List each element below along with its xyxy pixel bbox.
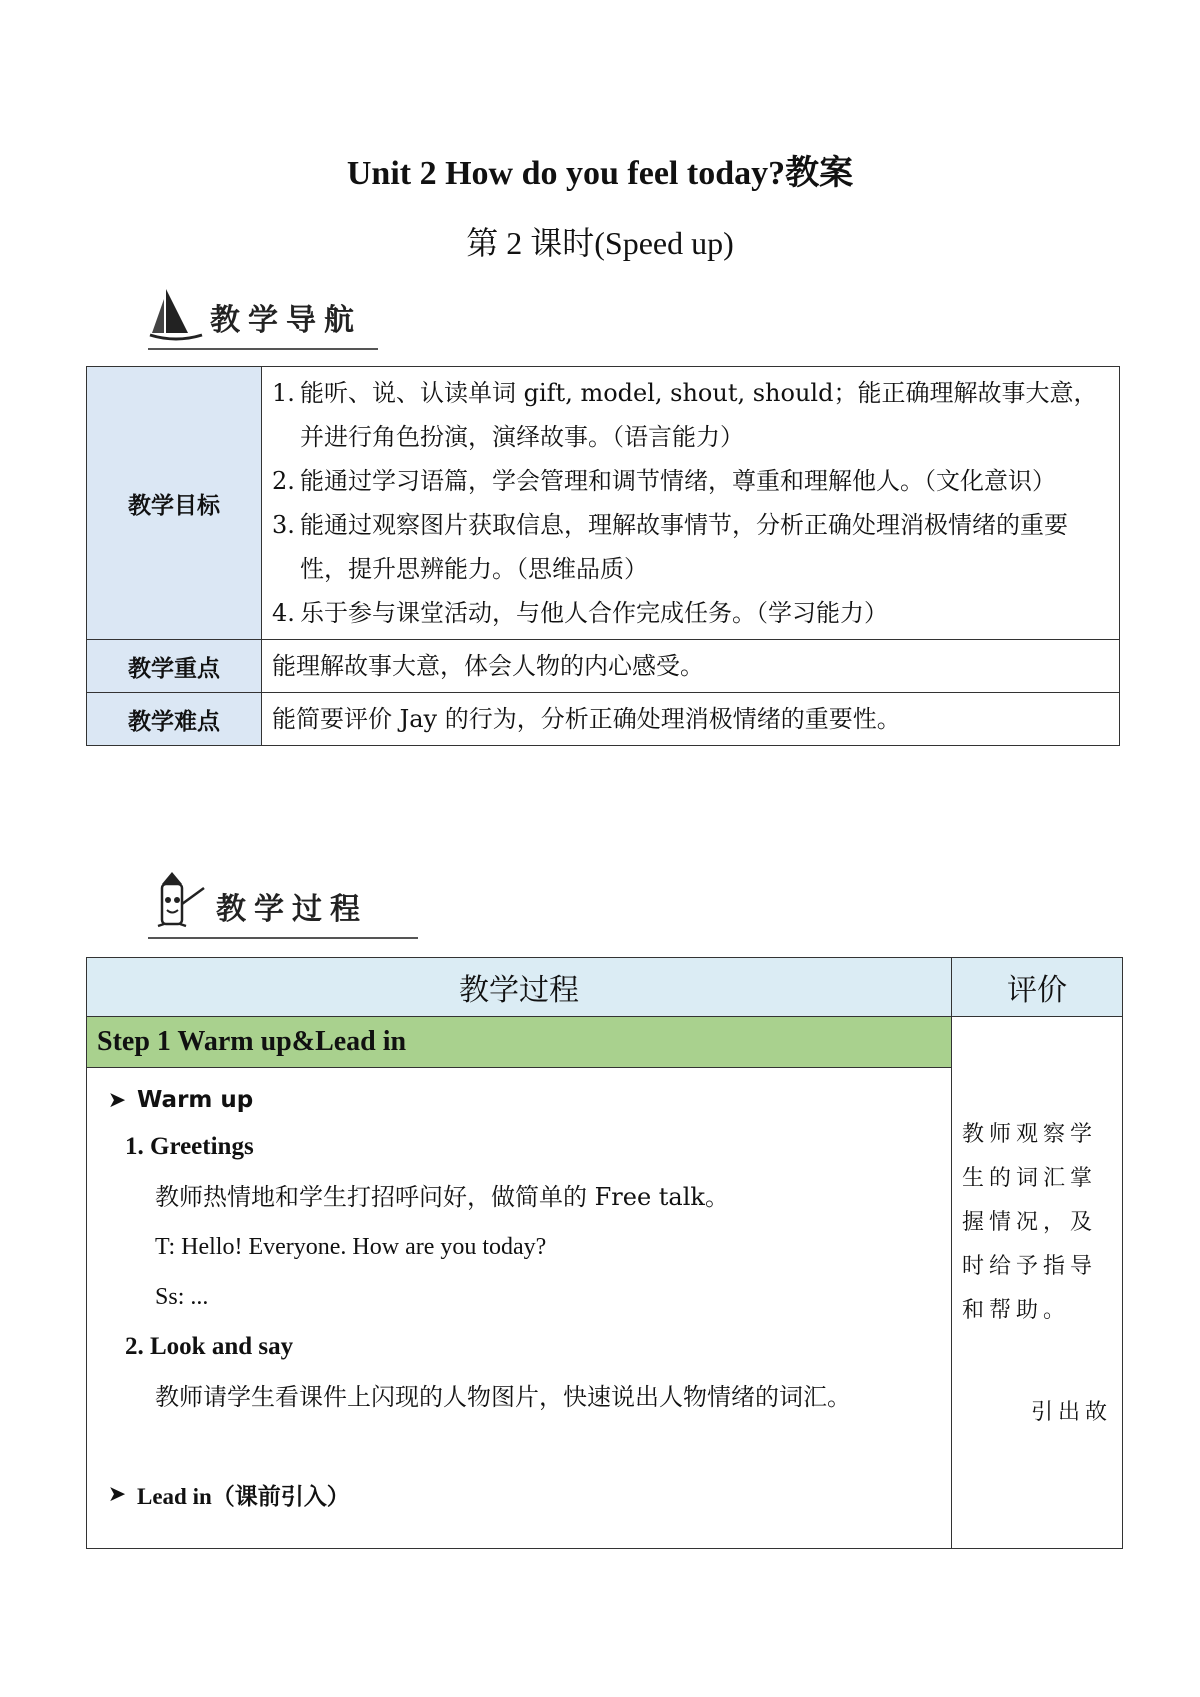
evaluation-text-continued: 引出故 (1030, 1400, 1112, 1425)
greetings-title: 1. Greetings (125, 1133, 254, 1160)
step-title: Step 1 Warm up&Lead in (87, 1017, 952, 1068)
greetings-line: 教师热情地和学生打招呼问好，做简单的 Free talk。 (155, 1183, 729, 1211)
difficulties-cell: 能简要评价 Jay 的行为，分析正确处理消极情绪的重要性。 (262, 693, 1120, 746)
goal-text: 能通过学习语篇，学会管理和调节情绪，尊重和理解他人。（文化意识） (300, 467, 1056, 495)
bullet-item (97, 1472, 941, 1516)
difficulties-header: 教学难点 (87, 693, 262, 746)
greetings-line: Ss: ... (155, 1284, 209, 1310)
step-content (87, 1068, 952, 1549)
page-subtitle: 第 2 课时(Speed up) (466, 225, 734, 261)
arrow-bullet-icon: ➤ (107, 1481, 127, 1507)
evaluation-column-header: 评价 (952, 958, 1123, 1017)
process-column-header: 教学过程 (87, 958, 952, 1017)
nav-section-label: 教学导航 (210, 303, 362, 338)
process-table (86, 957, 1123, 1549)
nav-section-header (148, 285, 362, 345)
look-say-title: 2. Look and say (125, 1333, 294, 1360)
goal-item (272, 591, 1109, 635)
page-title: Unit 2 How do you feel today?教案 (346, 155, 854, 192)
nav-section-underline (148, 348, 378, 350)
leadin-label: Lead in（课前引入） (137, 1483, 350, 1509)
goal-text: 能听、说、认读单词 gift, model, shout, should；能正确理解故事大意，并进行角色扮演，演绎故事。（语言能力） (300, 379, 1098, 451)
goal-number: 1. (272, 379, 295, 407)
process-section-header (148, 870, 368, 934)
process-section-label: 教学过程 (216, 892, 368, 927)
warmup-label: Warm up (137, 1087, 254, 1113)
evaluation-text: 教师观察学生的词汇掌握情况，及时给予指导和帮助。 (962, 1122, 1098, 1323)
goal-text: 能通过观察图片获取信息，理解故事情节，分析正确处理消极情绪的重要性，提升思辨能力。（思维品质） (300, 511, 1068, 583)
goal-item (272, 459, 1109, 503)
goal-number: 3. (272, 511, 295, 539)
goals-header: 教学目标 (87, 367, 262, 640)
evaluation-cell (952, 1017, 1123, 1549)
nav-table (86, 366, 1120, 746)
goals-cell (262, 367, 1120, 640)
bullet-item (97, 1078, 941, 1122)
goal-number: 2. (272, 467, 295, 495)
pencil-teacher-icon (148, 870, 208, 934)
sailboat-icon (148, 285, 204, 345)
key-points-header: 教学重点 (87, 640, 262, 693)
goal-number: 4. (272, 599, 295, 627)
goal-item (272, 503, 1109, 591)
goal-item (272, 371, 1109, 459)
arrow-bullet-icon: ➤ (107, 1087, 127, 1113)
look-say-text: 教师请学生看课件上闪现的人物图片，快速说出人物情绪的词汇。 (155, 1383, 851, 1411)
goal-text: 乐于参与课堂活动，与他人合作完成任务。（学习能力） (300, 599, 888, 627)
key-points-cell: 能理解故事大意，体会人物的内心感受。 (262, 640, 1120, 693)
greetings-line: T: Hello! Everyone. How are you today? (155, 1234, 547, 1260)
process-section-underline (148, 937, 418, 939)
